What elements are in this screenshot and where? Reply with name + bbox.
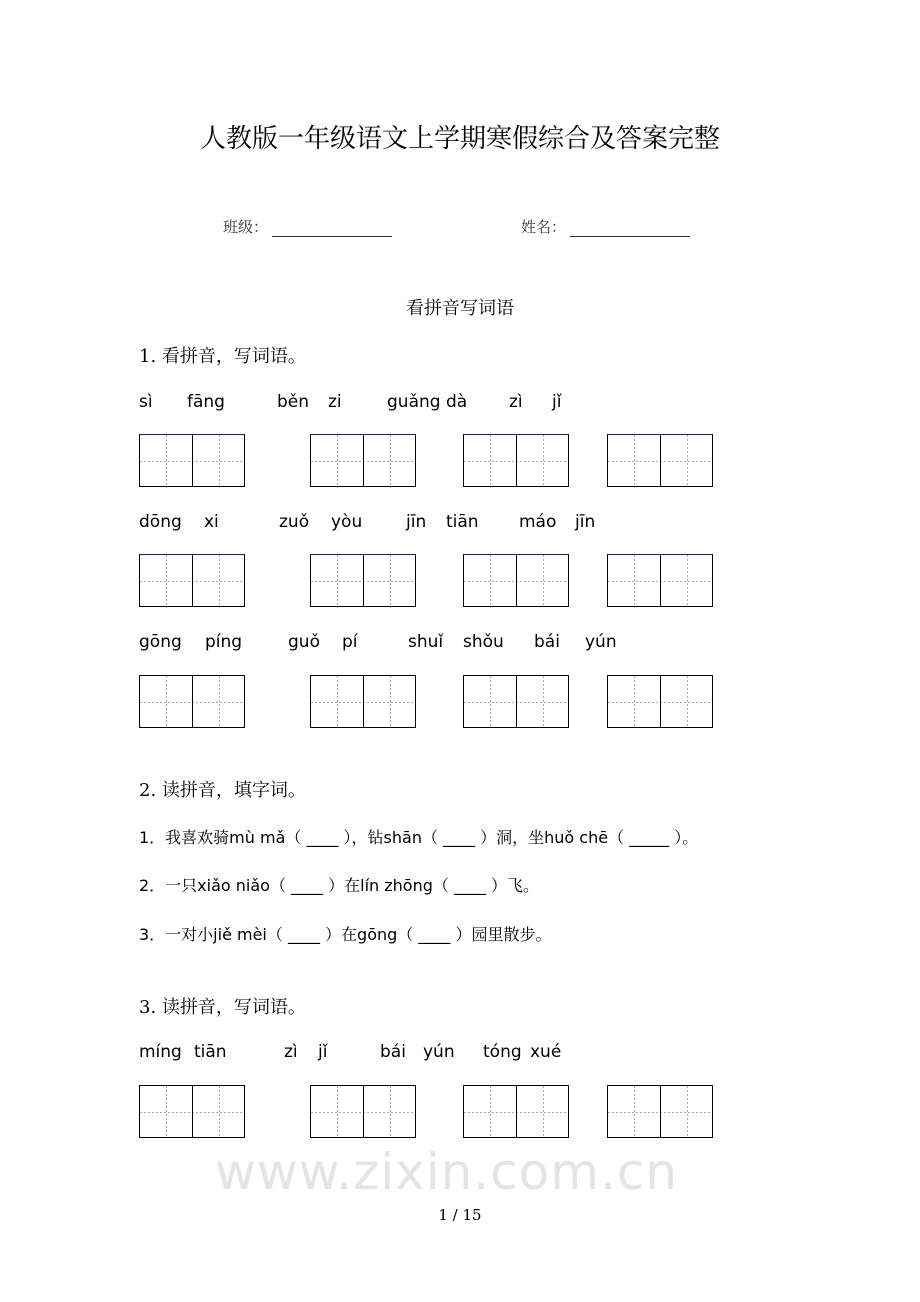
pinyin: dōng: [139, 512, 182, 532]
watermark: www.zixin.com.cn: [215, 1143, 679, 1201]
writing-grid[interactable]: [607, 554, 713, 607]
pinyin: jǐ: [552, 392, 562, 412]
writing-grid[interactable]: [463, 554, 569, 607]
pinyin: yún: [585, 632, 617, 652]
writing-grid[interactable]: [463, 1085, 569, 1138]
class-label: 班级：: [223, 218, 269, 236]
question-3-title: 3. 读拼音，写词语。: [139, 997, 306, 1018]
writing-grid[interactable]: [310, 434, 416, 487]
name-label: 姓名：: [521, 218, 567, 236]
pinyin: zì: [509, 392, 523, 412]
writing-grid[interactable]: [463, 434, 569, 487]
fill-sentence: 3．一对小jiě mèi（ ____ ）在gōng（ ____ ）园里散步。: [139, 925, 552, 944]
class-field: [223, 216, 392, 237]
writing-grid[interactable]: [310, 554, 416, 607]
pinyin: míng: [139, 1042, 182, 1062]
page-title: 人教版一年级语文上学期寒假综合及答案完整: [199, 124, 720, 154]
pinyin: guǒ: [288, 632, 320, 652]
writing-grid[interactable]: [139, 675, 245, 728]
pinyin: jīn: [575, 512, 596, 532]
writing-grid[interactable]: [310, 1085, 416, 1138]
writing-grid[interactable]: [139, 1085, 245, 1138]
fill-sentence: 1．我喜欢骑mù mǎ（ ____ ），钻shān（ ____ ）洞，坐huǒ chē（ _____ ）。: [139, 828, 699, 847]
pinyin: guǎng dà: [387, 392, 468, 412]
section-heading: 看拼音写词语: [406, 298, 514, 319]
question-2-title: 2. 读拼音，填字词。: [139, 780, 306, 801]
pinyin: yòu: [331, 512, 363, 532]
pinyin: sì: [139, 392, 153, 412]
pinyin: běn: [277, 392, 310, 412]
pinyin: xi: [204, 512, 219, 532]
pinyin: jǐ: [318, 1042, 328, 1062]
pinyin: bái: [380, 1042, 406, 1062]
name-field: [521, 216, 690, 237]
pinyin: yún: [423, 1042, 455, 1062]
writing-grid[interactable]: [139, 434, 245, 487]
pinyin: tiān: [446, 512, 479, 532]
pinyin: zì: [284, 1042, 298, 1062]
pinyin: máo: [519, 512, 557, 532]
pinyin: jīn: [406, 512, 427, 532]
question-1-title: 1. 看拼音，写词语。: [139, 346, 306, 367]
writing-grid[interactable]: [139, 554, 245, 607]
pinyin: shuǐ: [408, 632, 444, 652]
writing-grid[interactable]: [310, 675, 416, 728]
writing-grid[interactable]: [607, 1085, 713, 1138]
pinyin: gōng: [139, 632, 182, 652]
pinyin: tóng: [483, 1042, 522, 1062]
writing-grid[interactable]: [607, 434, 713, 487]
name-blank[interactable]: [570, 220, 690, 237]
writing-grid[interactable]: [607, 675, 713, 728]
pinyin: shǒu: [463, 632, 504, 652]
pinyin: píng: [205, 632, 243, 652]
pinyin: fāng: [187, 392, 225, 412]
writing-grid[interactable]: [463, 675, 569, 728]
pinyin: zi: [328, 392, 342, 412]
pinyin: xué: [530, 1042, 562, 1062]
fill-sentence: 2．一只xiǎo niǎo（ ____ ）在lín zhōng（ ____ ）飞。: [139, 876, 540, 895]
page-number: 1 / 15: [438, 1206, 482, 1224]
pinyin: pí: [342, 632, 358, 652]
pinyin: bái: [534, 632, 560, 652]
pinyin: tiān: [194, 1042, 227, 1062]
pinyin: zuǒ: [279, 512, 310, 532]
class-blank[interactable]: [272, 220, 392, 237]
